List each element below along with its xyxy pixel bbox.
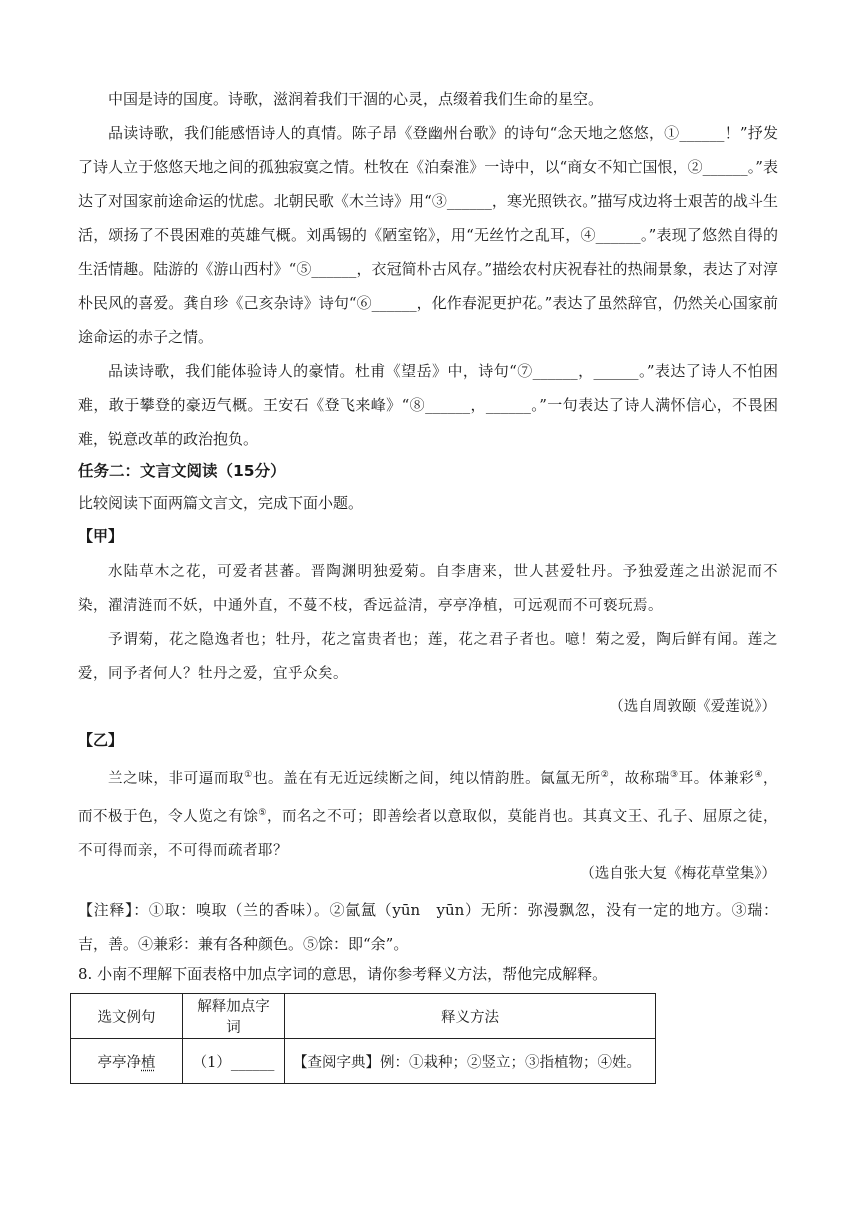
task2-instruction: 比较阅读下面两篇文言文，完成下面小题。 <box>78 494 364 512</box>
note-mark-5: ⑤ <box>258 807 267 818</box>
table-cell-example <box>71 1039 183 1084</box>
question-8-table <box>70 993 656 1084</box>
note-mark-4: ④ <box>754 770 764 780</box>
yi-text-f: ，而名之不可；即善绘者以意取似，莫能肖也。其真文王、孔子、屈原之徒，不可得而亲，不可得而疏者耶？ <box>78 808 779 859</box>
jia-label: 【甲】 <box>78 527 124 545</box>
yi-label: 【乙】 <box>78 731 124 749</box>
table-cell-answer[interactable]: （1）______ <box>183 1039 285 1084</box>
task2-heading: 任务二：文言文阅读（15分） <box>78 462 286 480</box>
table-row <box>71 1039 656 1084</box>
yi-text-b: 也。盖在有无近远续断之间，纯以情韵胜。氤氲无所 <box>252 770 601 787</box>
table-cell-method: 【查阅字典】例：①栽种；②竖立；③指植物；④姓。 <box>285 1039 656 1084</box>
note-mark-2: ② <box>600 770 610 780</box>
note-mark-1: ① <box>244 770 253 780</box>
question-8: 8. 小南不理解下面表格中加点字词的意思，请你参考释义方法，帮他完成解释。 <box>78 965 608 983</box>
dotted-word: 植 <box>141 1054 156 1071</box>
notes-paragraph: 【注释】：①取：嗅取（兰的香味）。②氤氲（yūn yūn）无所：弥漫飘忽，没有一定的地方。③瑞：吉，善。④兼彩：兼有各种颜色。⑤馀：即“余”。 <box>78 901 778 953</box>
yi-text-a: 兰之味，非可逼而取 <box>108 770 245 787</box>
jia-source: （选自周敦颐《爱莲说》） <box>609 699 776 715</box>
note-mark-3: ③ <box>669 770 679 780</box>
yi-text-e: ，而不极于色，令人览之有馀 <box>78 770 779 825</box>
example-text: 亭亭净 <box>97 1054 141 1071</box>
poetry-paragraph-2: 品读诗歌，我们能体验诗人的豪情。杜甫《望岳》中，诗句“⑦______，______。”表达了诗人不怕困难，敢于攀登的豪迈气概。王安石《登飞来峰》“⑧______，______。”一句表达了诗人满怀信心，不畏困难，锐意改革的政治抱负。 <box>78 362 778 448</box>
table-header-cell: 释义方法 <box>285 994 656 1039</box>
yi-paragraph <box>78 758 778 868</box>
table-header-cell: 选文例句 <box>71 994 183 1039</box>
yi-text-d: 耳。体兼彩 <box>678 770 755 787</box>
yi-source: （选自张大复《梅花草堂集》） <box>580 866 776 882</box>
jia-paragraph-1: 水陆草木之花，可爱者甚蕃。晋陶渊明独爱菊。自李唐来，世人甚爱牡丹。予独爱莲之出淤泥而不染，濯清涟而不妖，中通外直，不蔓不枝，香远益清，亭亭净植，可远观而不可亵玩焉。 <box>78 564 778 614</box>
intro-paragraph: 中国是诗的国度。诗歌，滋润着我们干涸的心灵，点缀着我们生命的星空。 <box>108 90 604 108</box>
table-header-row <box>71 994 656 1039</box>
poetry-paragraph-1: 品读诗歌，我们能感悟诗人的真情。陈子昂《登幽州台歌》的诗句“念天地之悠悠，①______！”抒发了诗人立于悠悠天地之间的孤独寂寞之情。杜牧在《泊秦淮》一诗中，以“商女不知亡国恨，②______。”表达了对国家前途命运的忧虑。北朝民歌《木兰诗》用“③______，寒光照铁衣。”描写戍边将士艰苦的战斗生活，颂扬了不畏困难的英雄气概。刘禹锡的《陋室铭》，用“无丝竹之乱耳，④______。”表现了悠然自得的生活情趣。陆游的《游山西村》“⑤______，衣冠简朴古风存。”描绘农村庆祝春社的热闹景象，表达了对淳朴民风的喜爱。龚自珍《己亥杂诗》诗句“⑥______，化作春泥更护花。”表达了虽然辞官，仍然关心国家前途命运的赤子之情。 <box>78 124 778 346</box>
table-header-cell: 解释加点字词 <box>183 994 285 1039</box>
jia-paragraph-2: 予谓菊，花之隐逸者也；牡丹，花之富贵者也；莲，花之君子者也。噫！菊之爱，陶后鲜有闻。莲之爱，同予者何人？牡丹之爱，宜乎众矣。 <box>78 632 778 682</box>
yi-text-c: ，故称瑞 <box>609 770 670 787</box>
